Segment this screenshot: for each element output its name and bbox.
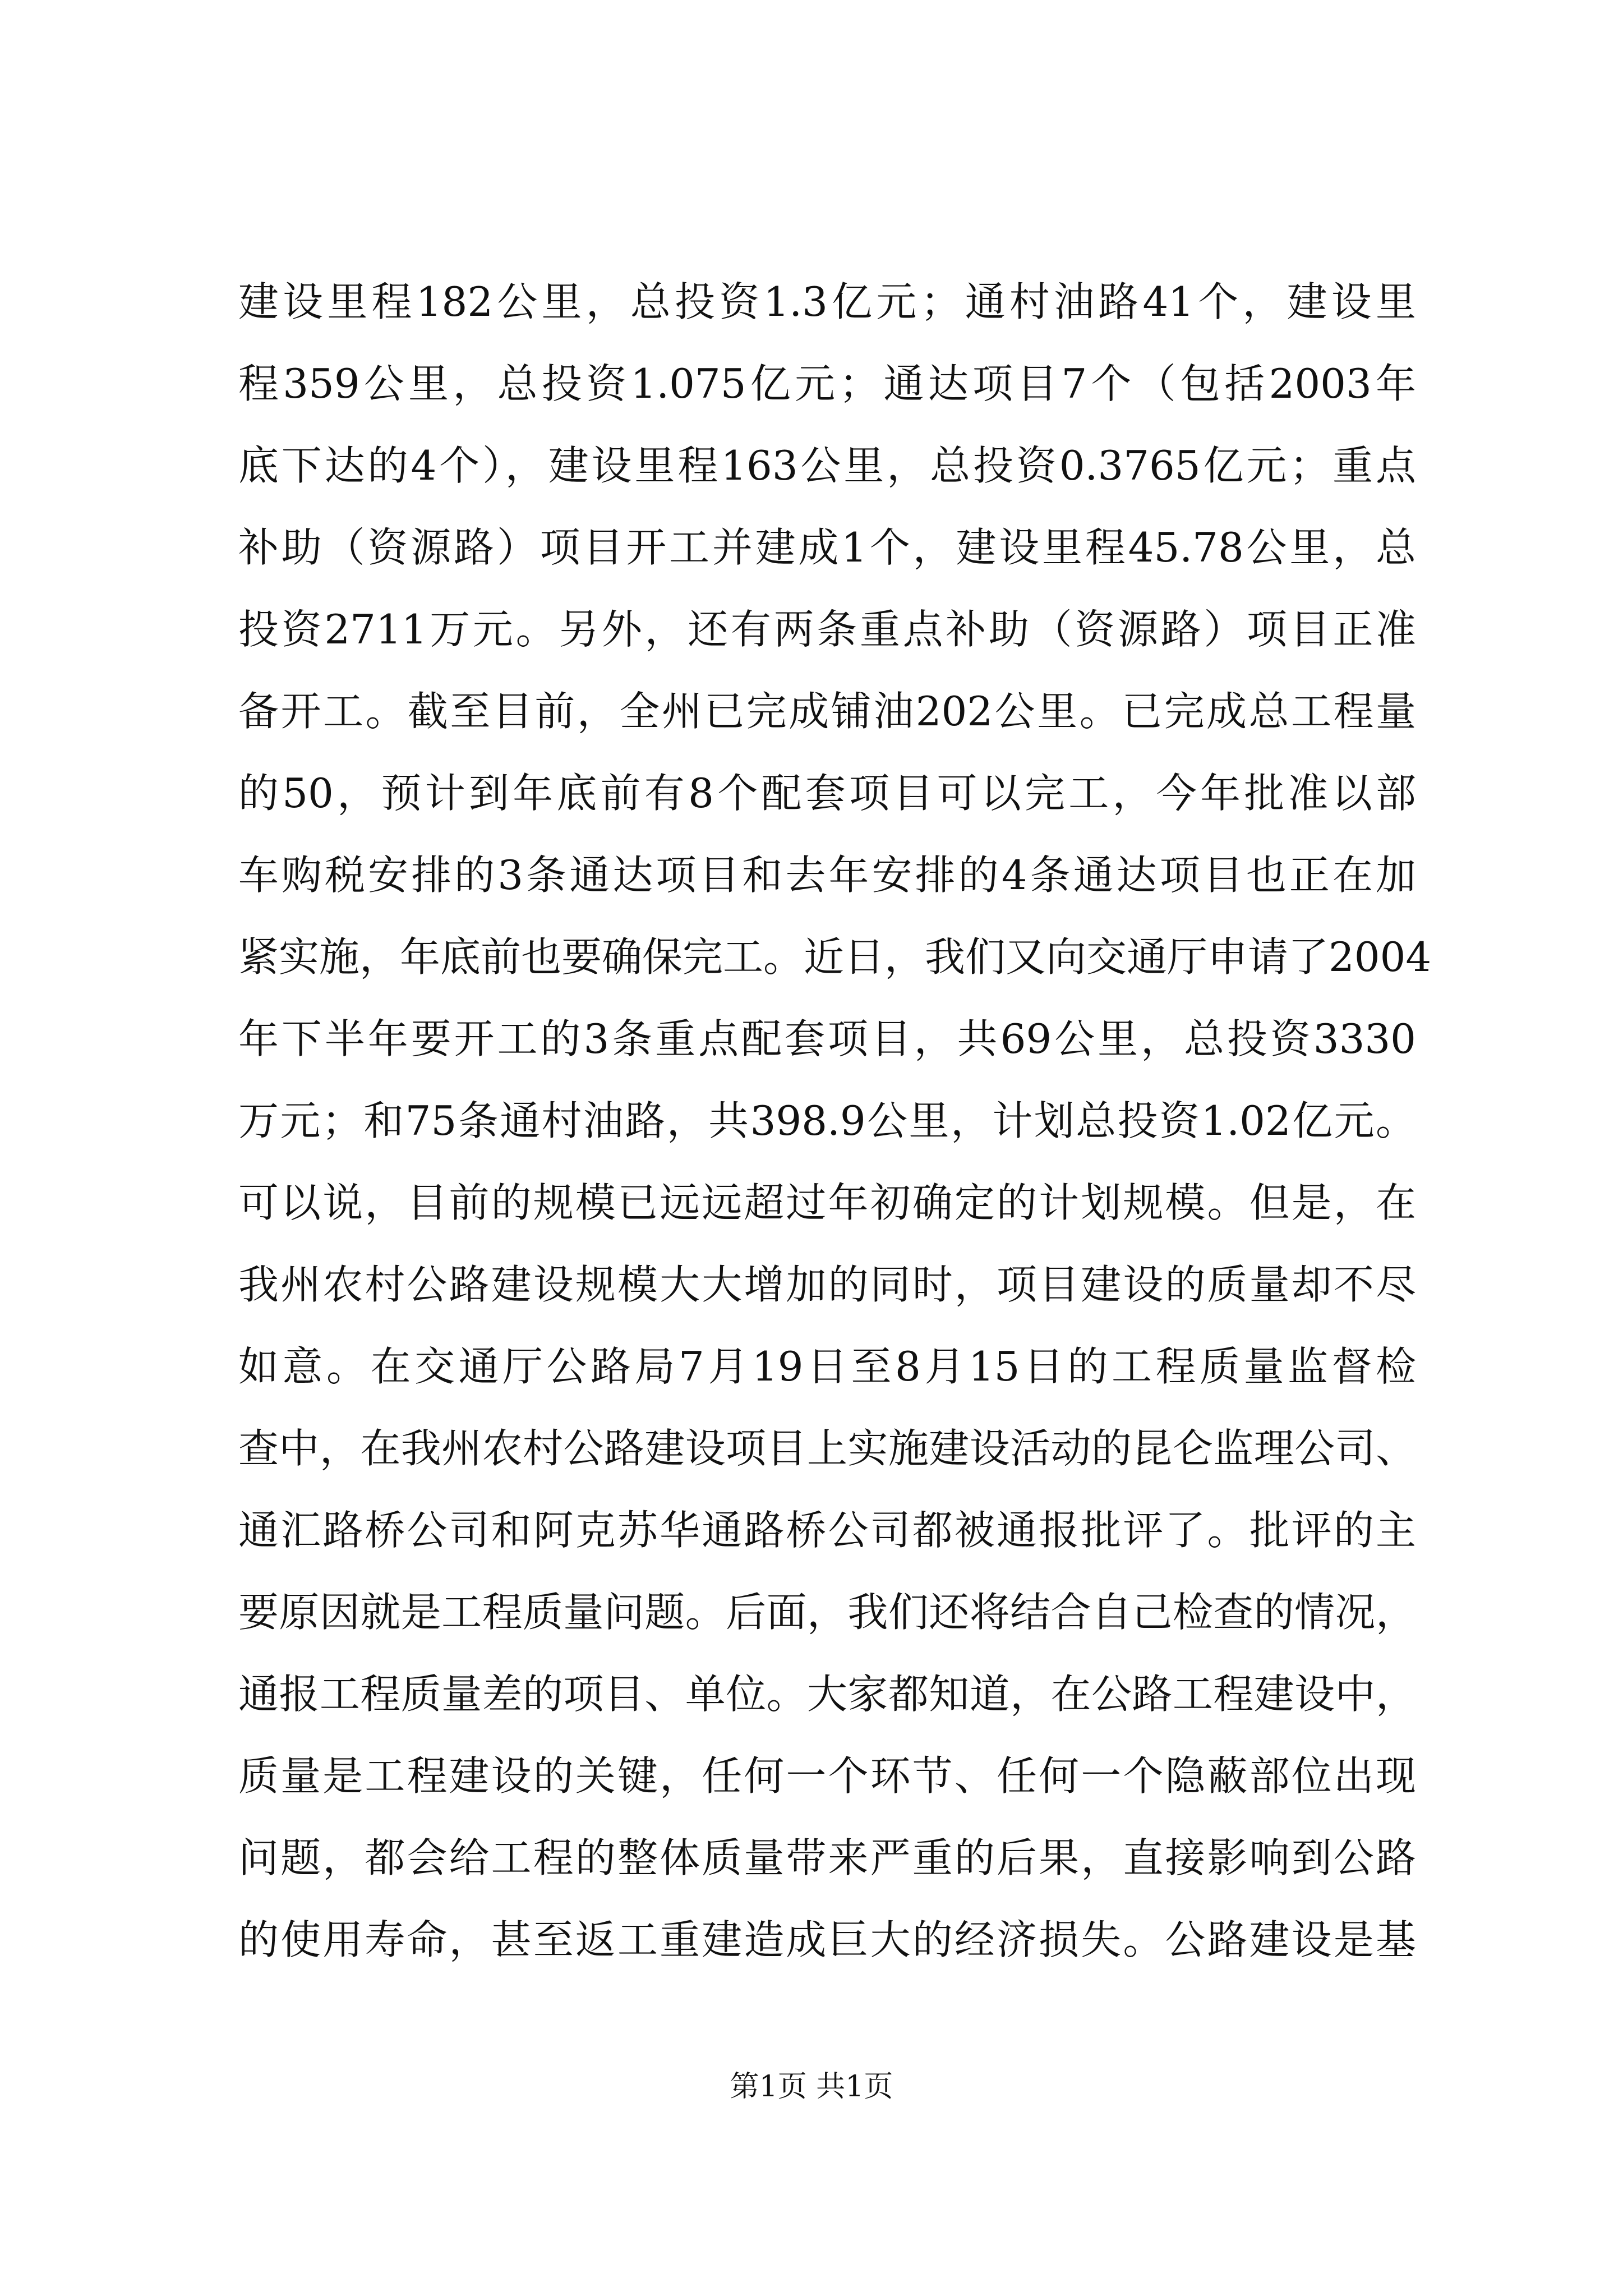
text-line: 补助（资源路）项目开工并建成1个，建设里程45.78公里，总 [238,524,1416,571]
text-line: 紧实施，年底前也要确保完工。近日，我们又向交通厅申请了2004 [238,933,1432,981]
text-line: 问题，都会给工程的整体质量带来严重的后果，直接影响到公路 [238,1834,1416,1881]
text-line: 要原因就是工程质量问题。后面，我们还将结合自己检查的情况， [238,1589,1416,1636]
text-line: 年下半年要开工的3条重点配套项目，共69公里，总投资3330 [238,1015,1416,1062]
page-footer: 第1页 共1页 [730,2070,893,2104]
text-line: 查中，在我州农村公路建设项目上实施建设活动的昆仑监理公司、 [238,1425,1416,1472]
body-text [238,261,1432,1981]
text-line: 我州农村公路建设规模大大增加的同时，项目建设的质量却不尽 [238,1261,1416,1308]
text-line: 建设里程182公里，总投资1.3亿元；通村油路41个，建设里 [238,278,1416,325]
text-line: 通报工程质量差的项目、单位。大家都知道，在公路工程建设中， [238,1671,1416,1718]
text-line: 万元；和75条通村油路，共398.9公里，计划总投资1.02亿元。 [238,1097,1416,1144]
text-line: 的50，预计到年底前有8个配套项目可以完工，今年批准以部 [238,770,1416,817]
text-line: 通汇路桥公司和阿克苏华通路桥公司都被通报批评了。批评的主 [238,1507,1416,1554]
text-line: 备开工。截至目前，全州已完成铺油202公里。已完成总工程量 [238,688,1416,735]
text-line: 底下达的4个），建设里程163公里，总投资0.3765亿元；重点 [238,442,1416,489]
text-line: 的使用寿命，甚至返工重建造成巨大的经济损失。公路建设是基 [238,1916,1416,1963]
text-line: 投资2711万元。另外，还有两条重点补助（资源路）项目正准 [238,606,1416,653]
text-line: 如意。在交通厅公路局7月19日至8月15日的工程质量监督检 [238,1343,1416,1390]
text-line: 可以说，目前的规模已远远超过年初确定的计划规模。但是，在 [238,1179,1416,1226]
text-line: 质量是工程建设的关键，任何一个环节、任何一个隐蔽部位出现 [238,1752,1416,1800]
text-line: 车购税安排的3条通达项目和去年安排的4条通达项目也正在加 [238,852,1416,899]
text-line: 程359公里，总投资1.075亿元；通达项目7个（包括2003年 [238,360,1416,407]
